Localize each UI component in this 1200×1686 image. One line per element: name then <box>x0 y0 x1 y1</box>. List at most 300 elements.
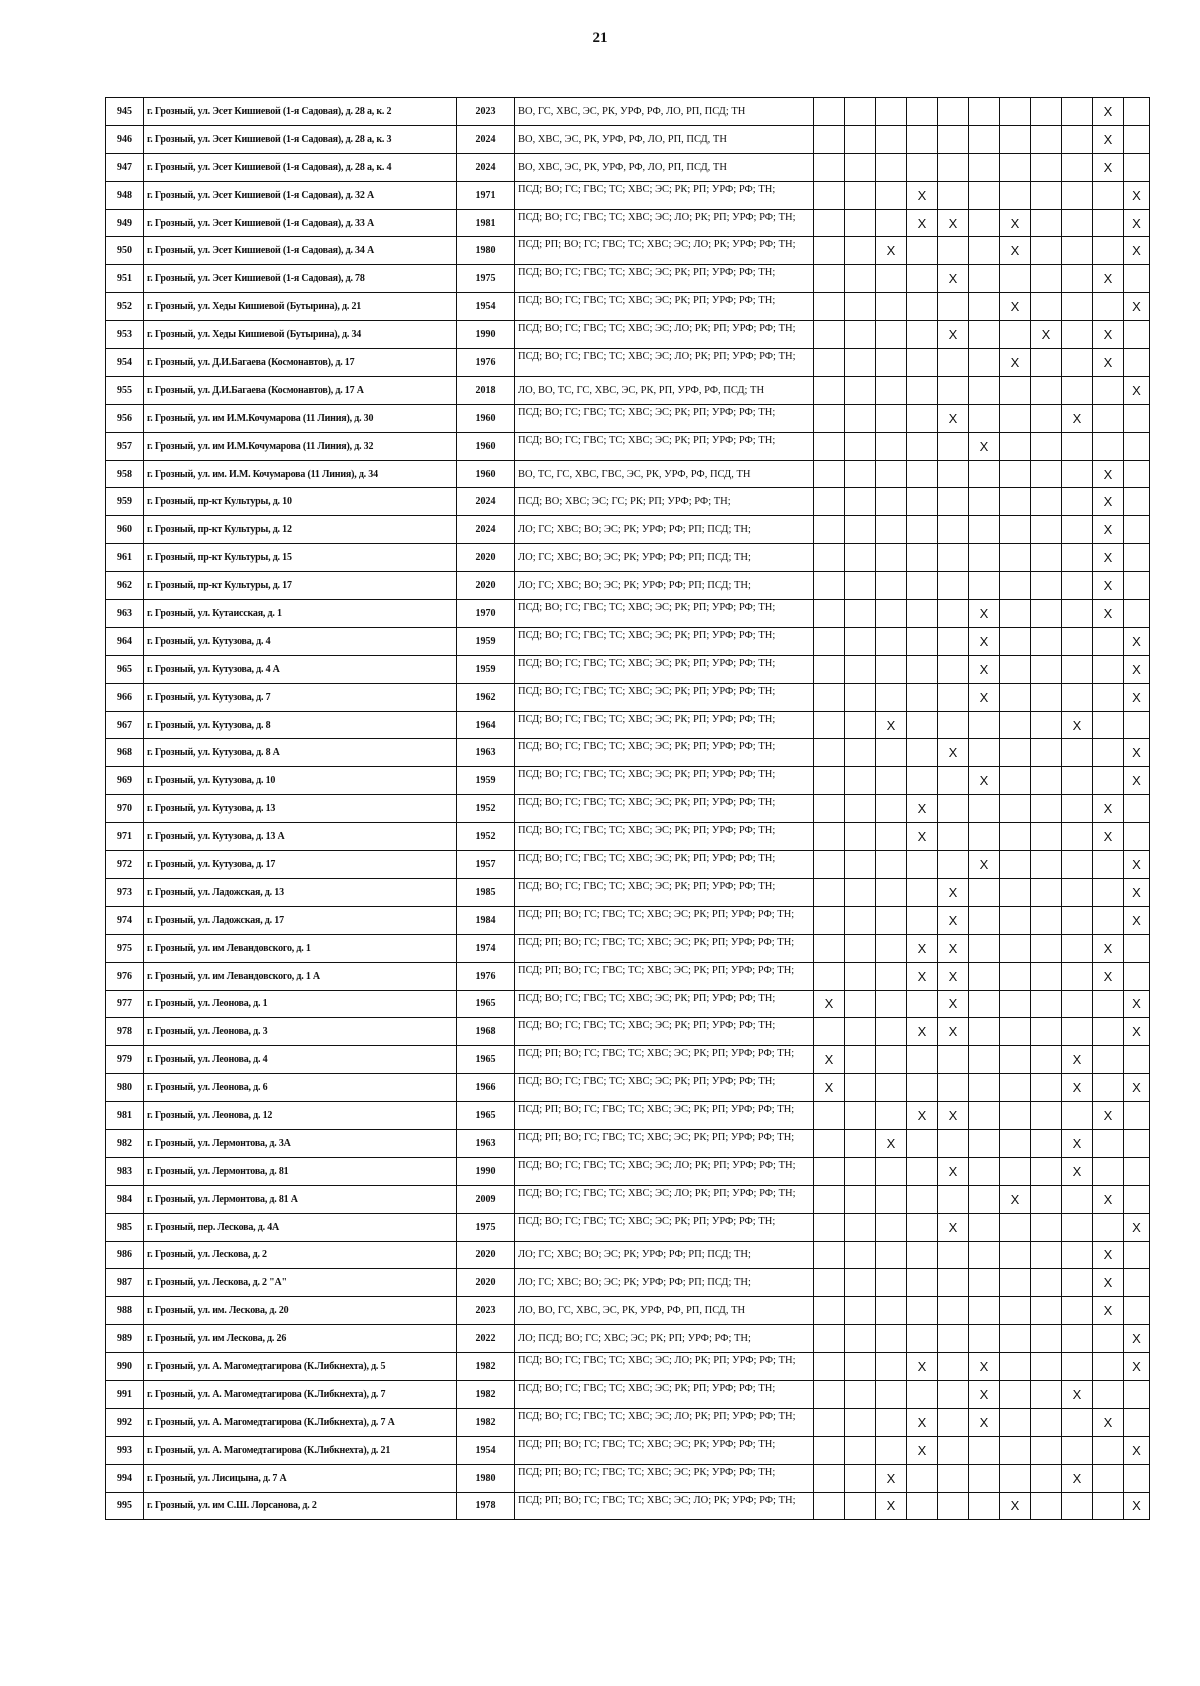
period-mark-cell <box>845 962 876 990</box>
period-mark-cell <box>814 1380 845 1408</box>
period-mark-cell <box>876 906 907 934</box>
year-cell: 2024 <box>457 125 515 153</box>
period-mark-cell <box>1093 1241 1124 1269</box>
period-mark: X <box>1103 159 1113 175</box>
period-mark-cell <box>1031 237 1062 265</box>
period-mark-cell <box>907 823 938 851</box>
table-row <box>106 432 1150 460</box>
period-mark-cell <box>969 851 1000 879</box>
works-list-cell: ПСД; ВО; ГС; ГВС; ТС; ХВС; ЭС; ЛО; РК; РП; УРФ; РФ; ТН; <box>515 321 814 349</box>
address-cell: г. Грозный, пер. Лескова, д. 4А <box>144 1213 457 1241</box>
period-mark-cell <box>1124 1129 1150 1157</box>
works-list-cell: ПСД; ВО; ГС; ГВС; ТС; ХВС; ЭС; РК; РП; УРФ; РФ; ТН; <box>515 711 814 739</box>
period-mark-cell <box>1031 711 1062 739</box>
period-mark-cell <box>1000 209 1031 237</box>
period-mark-cell <box>938 1492 969 1520</box>
year-cell: 1968 <box>457 1018 515 1046</box>
period-mark-cell <box>1093 321 1124 349</box>
period-mark-cell <box>938 1325 969 1353</box>
period-mark-cell <box>1124 934 1150 962</box>
table-row <box>106 125 1150 153</box>
period-mark-cell <box>845 488 876 516</box>
period-mark-cell <box>1000 934 1031 962</box>
table-row <box>106 1018 1150 1046</box>
period-mark-cell <box>876 1046 907 1074</box>
period-mark-cell <box>1062 739 1093 767</box>
row-number-cell: 951 <box>106 265 144 293</box>
period-mark-cell <box>969 1241 1000 1269</box>
period-mark: X <box>948 884 958 900</box>
period-mark-cell <box>845 516 876 544</box>
period-mark-cell <box>907 293 938 321</box>
address-cell: г. Грозный, ул. Ладожская, д. 17 <box>144 906 457 934</box>
period-mark-cell <box>1031 376 1062 404</box>
works-list-cell: ЛО; ПСД; ВО; ГС; ХВС; ЭС; РК; РП; УРФ; РФ; ТН; <box>515 1325 814 1353</box>
period-mark-cell <box>814 432 845 460</box>
period-mark-cell <box>876 125 907 153</box>
period-mark-cell <box>938 851 969 879</box>
address-cell: г. Грозный, ул. Кутузова, д. 17 <box>144 851 457 879</box>
table-row <box>106 990 1150 1018</box>
period-mark-cell <box>1093 1018 1124 1046</box>
year-cell: 2024 <box>457 488 515 516</box>
period-mark-cell <box>1062 404 1093 432</box>
period-mark: X <box>886 717 896 733</box>
table-row <box>106 488 1150 516</box>
period-mark-cell <box>1124 125 1150 153</box>
period-mark-cell <box>845 1269 876 1297</box>
period-mark-cell <box>1062 516 1093 544</box>
period-mark-cell <box>876 153 907 181</box>
period-mark-cell <box>1093 181 1124 209</box>
period-mark-cell <box>1000 767 1031 795</box>
period-mark-cell <box>876 1129 907 1157</box>
period-mark-cell <box>969 1492 1000 1520</box>
period-mark-cell <box>1031 1241 1062 1269</box>
address-cell: г. Грозный, ул. Лермонтова, д. 81 А <box>144 1185 457 1213</box>
works-list-cell: ПСД; ВО; ГС; ГВС; ТС; ХВС; ЭС; РК; РП; УРФ; РФ; ТН; <box>515 1213 814 1241</box>
period-mark-cell <box>938 153 969 181</box>
period-mark-cell <box>876 655 907 683</box>
period-mark-cell <box>938 1074 969 1102</box>
table-row <box>106 572 1150 600</box>
period-mark-cell <box>1000 962 1031 990</box>
period-mark: X <box>979 633 989 649</box>
period-mark-cell <box>814 627 845 655</box>
period-mark-cell <box>938 739 969 767</box>
period-mark-cell <box>845 1185 876 1213</box>
address-cell: г. Грозный, ул. им И.М.Кочумарова (11 Линия), д. 30 <box>144 404 457 432</box>
period-mark: X <box>917 187 927 203</box>
period-mark-cell <box>1124 1157 1150 1185</box>
period-mark-cell <box>876 878 907 906</box>
period-mark-cell <box>814 1185 845 1213</box>
address-cell: г. Грозный, ул. Эсет Кишиевой (1-я Садовая), д. 34 А <box>144 237 457 265</box>
period-mark-cell <box>969 404 1000 432</box>
period-mark-cell <box>1093 767 1124 795</box>
works-list-cell: ПСД; РП; ВО; ГС; ГВС; ТС; ХВС; ЭС; ЛО; РК; УРФ; РФ; ТН; <box>515 1492 814 1520</box>
address-cell: г. Грозный, ул. Леонова, д. 3 <box>144 1018 457 1046</box>
period-mark-cell <box>1062 572 1093 600</box>
period-mark-cell <box>1062 98 1093 126</box>
address-cell: г. Грозный, ул. А. Магомедтагирова (К.Либкнехта), д. 21 <box>144 1436 457 1464</box>
period-mark-cell <box>1093 1157 1124 1185</box>
works-list-cell: ПСД; ВО; ХВС; ЭС; ГС; РК; РП; УРФ; РФ; ТН; <box>515 488 814 516</box>
period-mark-cell <box>845 572 876 600</box>
period-mark-cell <box>969 237 1000 265</box>
year-cell: 1960 <box>457 404 515 432</box>
address-cell: г. Грозный, ул. Кутузова, д. 7 <box>144 683 457 711</box>
table-row <box>106 1102 1150 1130</box>
period-mark-cell <box>907 432 938 460</box>
period-mark-cell <box>1124 516 1150 544</box>
period-mark: X <box>1132 1080 1141 1096</box>
period-mark-cell <box>1093 404 1124 432</box>
period-mark: X <box>1132 912 1141 928</box>
period-mark-cell <box>814 962 845 990</box>
period-mark-cell <box>907 125 938 153</box>
row-number-cell: 976 <box>106 962 144 990</box>
period-mark-cell <box>1031 488 1062 516</box>
period-mark-cell <box>814 990 845 1018</box>
period-mark-cell <box>814 878 845 906</box>
period-mark-cell <box>1062 181 1093 209</box>
period-mark-cell <box>1031 544 1062 572</box>
table-row <box>106 823 1150 851</box>
table-row <box>106 627 1150 655</box>
period-mark-cell <box>1124 655 1150 683</box>
table-row <box>106 934 1150 962</box>
period-mark: X <box>1103 103 1113 119</box>
period-mark-cell <box>938 906 969 934</box>
address-cell: г. Грозный, ул. им Лескова, д. 26 <box>144 1325 457 1353</box>
works-list-cell: ЛО, ВО, ТС, ГС, ХВС, ЭС, РК, РП, УРФ, РФ, ПСД; ТН <box>515 376 814 404</box>
table-row <box>106 1297 1150 1325</box>
period-mark-cell <box>845 600 876 628</box>
period-mark-cell <box>1093 1297 1124 1325</box>
year-cell: 1952 <box>457 795 515 823</box>
period-mark-cell <box>814 1353 845 1381</box>
period-mark-cell <box>969 711 1000 739</box>
period-mark-cell <box>1124 1241 1150 1269</box>
period-mark: X <box>979 689 989 705</box>
period-mark-cell <box>876 1297 907 1325</box>
address-cell: г. Грозный, ул. Кутузова, д. 4 А <box>144 655 457 683</box>
period-mark-cell <box>814 153 845 181</box>
period-mark: X <box>1103 968 1113 984</box>
period-mark-cell <box>876 265 907 293</box>
period-mark-cell <box>907 627 938 655</box>
works-list-cell: ПСД; ВО; ГС; ГВС; ТС; ХВС; ЭС; РК; РП; УРФ; РФ; ТН; <box>515 432 814 460</box>
period-mark: X <box>1103 829 1113 845</box>
period-mark-cell <box>1093 1213 1124 1241</box>
period-mark-cell <box>1000 572 1031 600</box>
table-row <box>106 1492 1150 1520</box>
period-mark-cell <box>1000 823 1031 851</box>
period-mark-cell <box>845 376 876 404</box>
period-mark-cell <box>1093 1408 1124 1436</box>
table-row <box>106 237 1150 265</box>
year-cell: 2022 <box>457 1325 515 1353</box>
period-mark-cell <box>1031 600 1062 628</box>
period-mark: X <box>1072 1386 1082 1402</box>
period-mark-cell <box>938 990 969 1018</box>
period-mark: X <box>886 1498 896 1514</box>
row-number-cell: 948 <box>106 181 144 209</box>
period-mark-cell <box>845 544 876 572</box>
period-mark-cell <box>938 823 969 851</box>
period-mark: X <box>917 968 927 984</box>
period-mark-cell <box>938 209 969 237</box>
period-mark-cell <box>1093 125 1124 153</box>
address-cell: г. Грозный, ул. Кутузова, д. 13 <box>144 795 457 823</box>
period-mark-cell <box>907 1380 938 1408</box>
address-cell: г. Грозный, ул. Лермонтова, д. 81 <box>144 1157 457 1185</box>
year-cell: 1952 <box>457 823 515 851</box>
period-mark-cell <box>969 293 1000 321</box>
year-cell: 1976 <box>457 349 515 377</box>
period-mark-cell <box>969 878 1000 906</box>
table-row <box>106 265 1150 293</box>
row-number-cell: 972 <box>106 851 144 879</box>
period-mark-cell <box>814 655 845 683</box>
period-mark-cell <box>876 544 907 572</box>
period-mark-cell <box>814 851 845 879</box>
period-mark-cell <box>876 404 907 432</box>
period-mark-cell <box>1031 572 1062 600</box>
period-mark-cell <box>1031 1353 1062 1381</box>
period-mark-cell <box>876 1492 907 1520</box>
period-mark-cell <box>1093 1102 1124 1130</box>
works-list-cell: ПСД; РП; ВО; ГС; ГВС; ТС; ХВС; ЭС; РК; РП; УРФ; РФ; ТН; <box>515 934 814 962</box>
year-cell: 1975 <box>457 265 515 293</box>
period-mark-cell <box>814 265 845 293</box>
period-mark-cell <box>969 1185 1000 1213</box>
year-cell: 2020 <box>457 544 515 572</box>
period-mark-cell <box>845 1129 876 1157</box>
period-mark-cell <box>907 600 938 628</box>
period-mark-cell <box>907 376 938 404</box>
period-mark: X <box>1103 327 1113 343</box>
table-row <box>106 1157 1150 1185</box>
period-mark-cell <box>969 376 1000 404</box>
year-cell: 1965 <box>457 990 515 1018</box>
period-mark: X <box>1103 801 1113 817</box>
period-mark: X <box>1132 299 1141 315</box>
year-cell: 1975 <box>457 1213 515 1241</box>
period-mark-cell <box>969 460 1000 488</box>
works-list-cell: ПСД; ВО; ГС; ГВС; ТС; ХВС; ЭС; РК; РП; УРФ; РФ; ТН; <box>515 1018 814 1046</box>
year-cell: 1981 <box>457 209 515 237</box>
table-row <box>106 460 1150 488</box>
period-mark: X <box>1103 494 1113 510</box>
period-mark-cell <box>1093 1185 1124 1213</box>
period-mark-cell <box>907 349 938 377</box>
period-mark-cell <box>814 1492 845 1520</box>
period-mark-cell <box>1124 1018 1150 1046</box>
period-mark-cell <box>969 990 1000 1018</box>
works-list-cell: ПСД; ВО; ГС; ГВС; ТС; ХВС; ЭС; РК; РП; УРФ; РФ; ТН; <box>515 739 814 767</box>
table-row <box>106 767 1150 795</box>
period-mark: X <box>1072 1135 1082 1151</box>
period-mark: X <box>979 661 989 677</box>
period-mark-cell <box>1000 990 1031 1018</box>
period-mark-cell <box>907 1046 938 1074</box>
period-mark-cell <box>1124 795 1150 823</box>
period-mark-cell <box>814 1436 845 1464</box>
period-mark-cell <box>1093 572 1124 600</box>
period-mark-cell <box>1000 237 1031 265</box>
row-number-cell: 963 <box>106 600 144 628</box>
period-mark-cell <box>1093 851 1124 879</box>
year-cell: 1982 <box>457 1408 515 1436</box>
period-mark: X <box>917 940 927 956</box>
period-mark-cell <box>907 237 938 265</box>
period-mark-cell <box>1124 265 1150 293</box>
period-mark-cell <box>1062 962 1093 990</box>
period-mark-cell <box>1062 1297 1093 1325</box>
period-mark-cell <box>845 795 876 823</box>
works-list-cell: ПСД; РП; ВО; ГС; ГВС; ТС; ХВС; ЭС; ЛО; РК; УРФ; РФ; ТН; <box>515 237 814 265</box>
period-mark: X <box>1072 717 1082 733</box>
address-cell: г. Грозный, ул. Д.И.Багаева (Космонавтов), д. 17 <box>144 349 457 377</box>
period-mark-cell <box>1062 711 1093 739</box>
address-cell: г. Грозный, ул. Эсет Кишиевой (1-я Садовая), д. 78 <box>144 265 457 293</box>
period-mark-cell <box>938 1269 969 1297</box>
period-mark-cell <box>1000 349 1031 377</box>
period-mark-cell <box>938 1102 969 1130</box>
year-cell: 1957 <box>457 851 515 879</box>
period-mark-cell <box>907 98 938 126</box>
period-mark-cell <box>907 572 938 600</box>
period-mark-cell <box>1000 1129 1031 1157</box>
period-mark-cell <box>907 683 938 711</box>
year-cell: 1960 <box>457 460 515 488</box>
year-cell: 1963 <box>457 1129 515 1157</box>
period-mark-cell <box>845 1408 876 1436</box>
period-mark: X <box>1132 1442 1141 1458</box>
year-cell: 2020 <box>457 572 515 600</box>
period-mark-cell <box>1031 1325 1062 1353</box>
period-mark-cell <box>938 488 969 516</box>
period-mark-cell <box>876 1353 907 1381</box>
period-mark-cell <box>1093 711 1124 739</box>
housing-register-table <box>105 97 1150 1520</box>
period-mark-cell <box>1093 1436 1124 1464</box>
table-row <box>106 739 1150 767</box>
period-mark-cell <box>1031 627 1062 655</box>
period-mark-cell <box>1062 1074 1093 1102</box>
period-mark-cell <box>938 1380 969 1408</box>
period-mark-cell <box>907 265 938 293</box>
row-number-cell: 989 <box>106 1325 144 1353</box>
period-mark-cell <box>1124 460 1150 488</box>
period-mark-cell <box>845 349 876 377</box>
year-cell: 1966 <box>457 1074 515 1102</box>
period-mark-cell <box>1124 767 1150 795</box>
row-number-cell: 977 <box>106 990 144 1018</box>
period-mark-cell <box>969 1436 1000 1464</box>
period-mark-cell <box>814 488 845 516</box>
period-mark-cell <box>938 404 969 432</box>
period-mark-cell <box>1062 795 1093 823</box>
period-mark-cell <box>845 265 876 293</box>
period-mark-cell <box>907 878 938 906</box>
period-mark-cell <box>1062 1157 1093 1185</box>
period-mark-cell <box>907 1018 938 1046</box>
address-cell: г. Грозный, ул. Кутузова, д. 13 А <box>144 823 457 851</box>
period-mark-cell <box>1000 1102 1031 1130</box>
period-mark: X <box>1103 940 1113 956</box>
address-cell: г. Грозный, ул. Д.И.Багаева (Космонавтов), д. 17 А <box>144 376 457 404</box>
period-mark-cell <box>845 767 876 795</box>
year-cell: 2020 <box>457 1269 515 1297</box>
period-mark-cell <box>1031 98 1062 126</box>
period-mark-cell <box>907 1325 938 1353</box>
period-mark: X <box>1132 661 1141 677</box>
period-mark-cell <box>1062 627 1093 655</box>
works-list-cell: ПСД; ВО; ГС; ГВС; ТС; ХВС; ЭС; РК; РП; УРФ; РФ; ТН; <box>515 265 814 293</box>
address-cell: г. Грозный, ул. Хеды Кишиевой (Бутырина), д. 34 <box>144 321 457 349</box>
period-mark-cell <box>969 432 1000 460</box>
period-mark-cell <box>969 265 1000 293</box>
row-number-cell: 994 <box>106 1464 144 1492</box>
works-list-cell: ПСД; ВО; ГС; ГВС; ТС; ХВС; ЭС; РК; РП; УРФ; РФ; ТН; <box>515 851 814 879</box>
period-mark-cell <box>1031 878 1062 906</box>
works-list-cell: ЛО; ГС; ХВС; ВО; ЭС; РК; УРФ; РФ; РП; ПСД; ТН; <box>515 1241 814 1269</box>
period-mark-cell <box>845 1325 876 1353</box>
period-mark-cell <box>845 1046 876 1074</box>
period-mark-cell <box>1000 1353 1031 1381</box>
address-cell: г. Грозный, ул. Лермонтова, д. 3А <box>144 1129 457 1157</box>
address-cell: г. Грозный, пр-кт Культуры, д. 17 <box>144 572 457 600</box>
row-number-cell: 988 <box>106 1297 144 1325</box>
table-row <box>106 209 1150 237</box>
period-mark-cell <box>1124 1074 1150 1102</box>
address-cell: г. Грозный, ул. А. Магомедтагирова (К.Либкнехта), д. 7 А <box>144 1408 457 1436</box>
period-mark-cell <box>1093 600 1124 628</box>
address-cell: г. Грозный, ул. Ладожская, д. 13 <box>144 878 457 906</box>
address-cell: г. Грозный, ул. Кутузова, д. 10 <box>144 767 457 795</box>
period-mark-cell <box>1031 265 1062 293</box>
period-mark-cell <box>969 516 1000 544</box>
period-mark-cell <box>814 237 845 265</box>
period-mark-cell <box>1000 153 1031 181</box>
period-mark-cell <box>1124 1353 1150 1381</box>
period-mark: X <box>1010 354 1020 370</box>
period-mark-cell <box>938 1157 969 1185</box>
period-mark-cell <box>1031 934 1062 962</box>
period-mark-cell <box>876 1436 907 1464</box>
table-row <box>106 1464 1150 1492</box>
period-mark-cell <box>876 1269 907 1297</box>
year-cell: 1959 <box>457 627 515 655</box>
works-list-cell: ПСД; ВО; ГС; ГВС; ТС; ХВС; ЭС; РК; РП; УРФ; РФ; ТН; <box>515 795 814 823</box>
period-mark-cell <box>1000 1046 1031 1074</box>
period-mark-cell <box>907 795 938 823</box>
period-mark-cell <box>876 349 907 377</box>
period-mark-cell <box>1031 962 1062 990</box>
period-mark-cell <box>1031 404 1062 432</box>
period-mark-cell <box>1031 1129 1062 1157</box>
address-cell: г. Грозный, ул. им Левандовского, д. 1 <box>144 934 457 962</box>
period-mark-cell <box>1124 572 1150 600</box>
works-list-cell: ПСД; РП; ВО; ГС; ГВС; ТС; ХВС; ЭС; РК; УРФ; РФ; ТН; <box>515 1436 814 1464</box>
period-mark-cell <box>1000 851 1031 879</box>
period-mark-cell <box>1062 1129 1093 1157</box>
period-mark-cell <box>1062 1464 1093 1492</box>
period-mark-cell <box>876 1408 907 1436</box>
